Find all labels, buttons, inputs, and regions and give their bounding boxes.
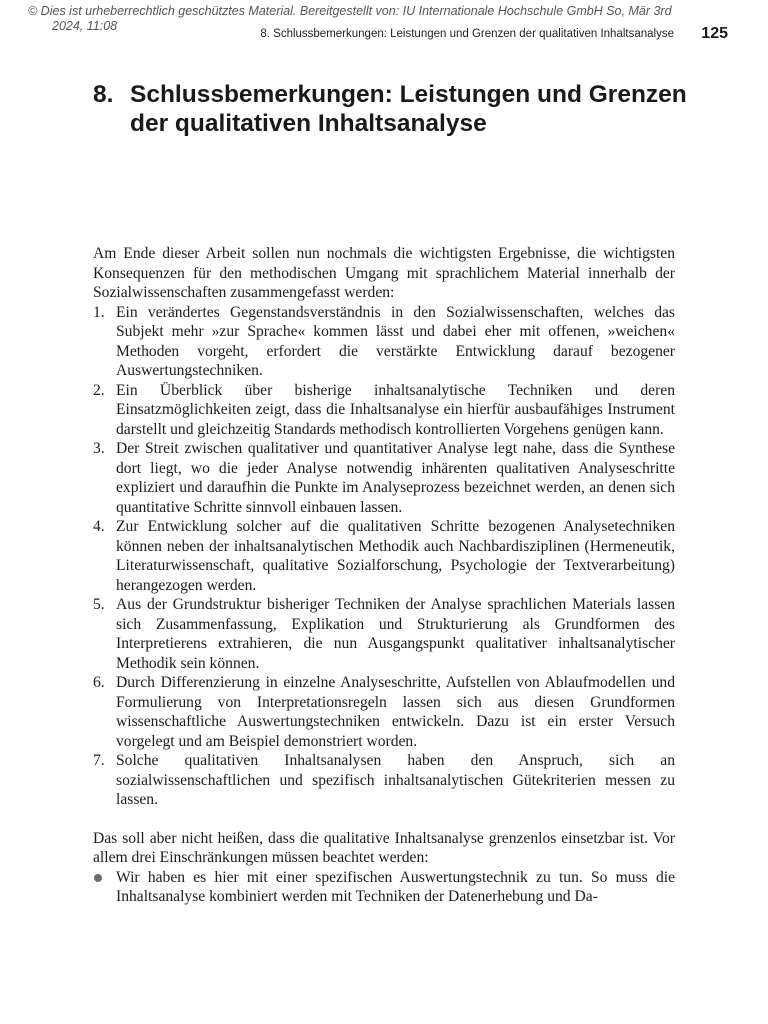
watermark-line-2: 2024, 11:08 xyxy=(52,19,118,33)
list-item-text: Der Streit zwischen qualitativer und quantitativer Analyse legt nahe, dass die Synthese dort liegt, wo die jeder Analyse notwendig inhärenten qualitativen Analyseschritte expliziert und daraufhin die Punkte im Analyseprozess bezeichnet werden, an denen sich quantitative Schritte sinnvoll einbauen lassen. xyxy=(116,440,675,516)
running-head: 8. Schlussbemerkungen: Leistungen und Grenzen der qualitativen Inhaltsanalyse xyxy=(260,28,674,40)
list-item-text: Zur Entwicklung solcher auf die qualitativen Schritte bezogenen Analysetechniken können neben der inhaltsanalytischen Methodik auch Nachbardisziplinen (Hermeneutik, Literaturwissenschaft, qualitative Sozialforschung, Psychologie der Textverarbeitung) herangezogen werden. xyxy=(116,518,675,594)
list-item-text: Ein verändertes Gegenstandsverständnis in den Sozialwissenschaften, welches das Subjekt mehr »zur Sprache« kommen lässt und dabei eher mit offenen, »weichen« Methoden vorgeht, erfordert die verstärkte Entwicklung darauf bezogener Auswertungstechniken. xyxy=(116,303,675,379)
list-marker: 7. xyxy=(93,752,105,769)
list-marker: 1. xyxy=(93,303,105,321)
list-item xyxy=(93,303,675,381)
list-marker: 5. xyxy=(93,596,105,613)
chapter-title xyxy=(93,80,693,138)
body-text xyxy=(93,244,675,907)
second-paragraph: Das soll aber nicht heißen, dass die qualitative Inhaltsanalyse grenzenlos einsetzbar ist. Vor allem drei Einschränkungen müssen beachtet werden: xyxy=(93,829,675,866)
list-marker: 3. xyxy=(93,440,105,457)
list-marker: 4. xyxy=(93,518,105,535)
chapter-title-text: Schlussbemerkungen: Leistungen und Grenzen der qualitativen Inhaltsanalyse xyxy=(130,81,687,137)
list-item-text: Aus der Grundstruktur bisheriger Techniken der Analyse sprachlichen Materials lassen sich Zusammenfassung, Explikation und Strukturierung als Grundformen des Interpretierens extrahieren, die nun Ausgangspunkt qualitativer inhaltsanalytischer Methodik sein können. xyxy=(116,596,675,672)
bullet-dot-icon xyxy=(93,868,116,907)
bullet-item-text: Wir haben es hier mit einer spezifischen Auswertungstechnik zu tun. So muss die Inhaltsanalyse kombiniert werden mit Techniken der Datenerhebung und Da- xyxy=(116,868,675,905)
list-item-text: Ein Überblick über bisherige inhaltsanalytische Techniken und deren Einsatzmöglichkeiten zeigt, dass die Inhaltsanalyse ein hierfür ausbaufähiges Instrument darstellt und gleichzeitig Standards methodisch kontrollierten Vorgehens genügen kann. xyxy=(116,381,675,438)
list-item xyxy=(93,517,675,595)
list-item xyxy=(93,381,675,440)
list-item-text: Solche qualitativen Inhaltsanalysen haben den Anspruch, sich an sozialwissenschaftlichen und spezifisch inhaltsanalytischen Gütekriterien messen zu lassen. xyxy=(116,752,675,808)
list-item xyxy=(93,751,675,810)
list-item-text: Durch Differenzierung in einzelne Analyseschritte, Aufstellen von Ablaufmodellen und Formulierung von Interpretationsregeln lassen sich aus diesen Grundformen wissenschaftliche Auswertungstechniken entwickeln. Dazu ist ein erster Versuch vorgelegt und am Beispiel demonstriert worden. xyxy=(116,674,675,750)
chapter-number: 8. xyxy=(93,81,114,108)
list-item xyxy=(93,595,675,673)
intro-paragraph: Am Ende dieser Arbeit sollen nun nochmals die wichtigsten Ergebnisse, die wichtigsten Konsequenzen für den methodischen Umgang mit sprachlichem Material innerhalb der Sozialwissenschaften zusammengefasst werden: xyxy=(93,245,675,301)
page-number: 125 xyxy=(701,25,728,42)
list-marker: 6. xyxy=(93,674,105,691)
bullet-item xyxy=(93,868,675,907)
list-item xyxy=(93,439,675,517)
list-item xyxy=(93,673,675,751)
watermark-line-1: © Dies ist urheberrechtlich geschütztes Material. Bereitgestellt von: IU Internationale Hochschule GmbH So, Mär 3rd xyxy=(28,4,672,18)
numbered-list xyxy=(93,303,675,810)
list-marker: 2. xyxy=(93,381,105,399)
bullet-list xyxy=(93,868,675,907)
